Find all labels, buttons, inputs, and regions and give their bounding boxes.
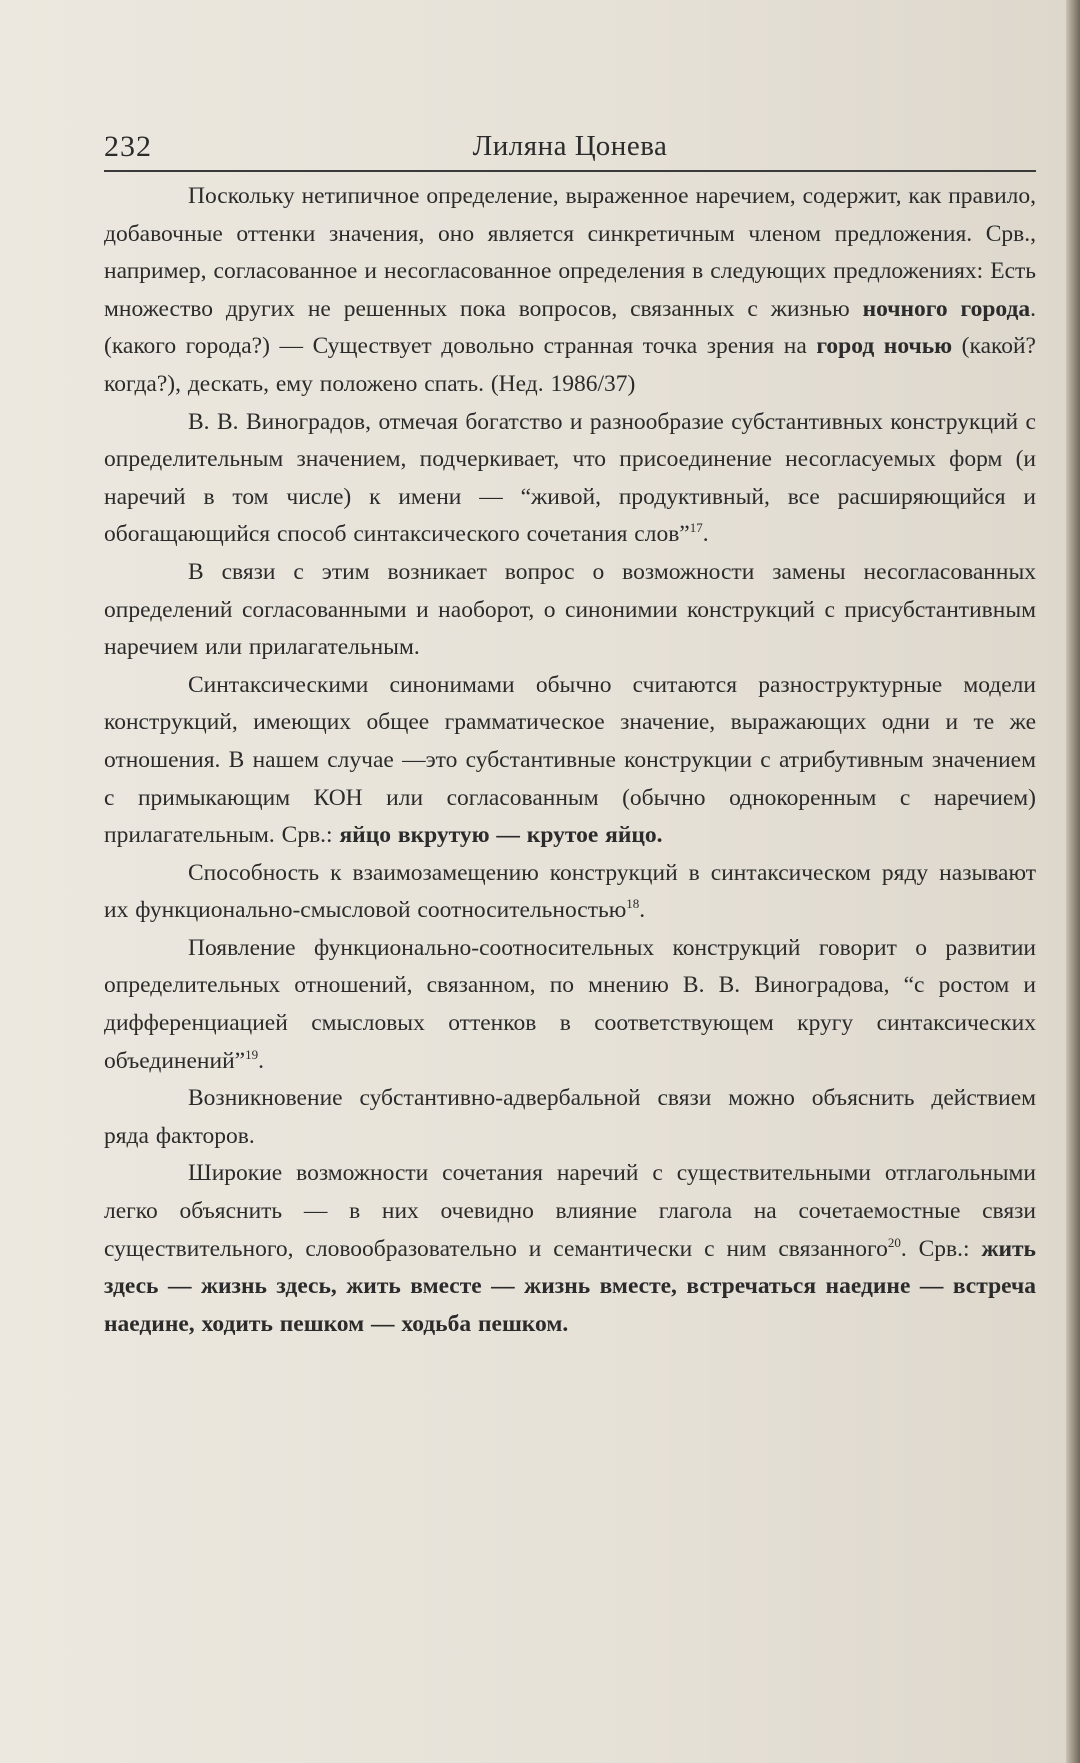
running-head-author: Лиляна Цонева (472, 130, 668, 162)
footnote-ref: 20 (887, 1234, 901, 1250)
text-run: Поскольку нетипичное определение, выраженное наречием, содержит, как правило, добавочные оттенки значения, оно является синкретичным членом предложения. Срв., например, согласованное и несогласованное определения в следующих предложениях: Есть множество других не решенных пока вопросов, связанных с жизнью (104, 183, 1036, 322)
text-run: . Срв.: (900, 1235, 982, 1262)
paragraph-2 (104, 404, 1036, 554)
text-run: . (639, 897, 646, 924)
text-run: . (702, 521, 709, 548)
paragraph-1 (104, 178, 1036, 404)
paragraph-8 (104, 1155, 1036, 1343)
paragraph-7 (104, 1080, 1036, 1155)
text-run: В. В. Виноградов, отмечая богатство и разнообразие субстантивных конструкций с определительным значением, подчеркивает, что присоединение несогласуемых форм (и наречий в том числе) к имени — “живой, продуктивный, все расширяющийся и обогащающийся способ синтаксического сочетания слов” (104, 408, 1036, 548)
paragraph-5 (104, 855, 1036, 930)
paragraph-3 (104, 554, 1036, 667)
bold-example: яйцо вкрутую — крутое яйцо. (339, 822, 663, 849)
bold-example: жить здесь — жизнь здесь, жить вместе — жизнь вместе, встречаться наедине — встреча наедине, ходить пешком — ходьба пешком. (104, 1235, 1036, 1337)
text-run: В связи с этим возникает вопрос о возможности замены несогласованных определений согласованными и наоборот, о синонимии конструкций с присубстантивным наречием или прилагательным. (104, 558, 1036, 661)
footnote-ref: 19 (245, 1046, 259, 1062)
running-head (104, 130, 1036, 172)
paragraph-6 (104, 930, 1036, 1080)
text-run: Появление функционально-соотносительных конструкций говорит о развитии определительных отношений, связанном, по мнению В. В. Виноградова, “с ростом и дифференциацией смысловых оттенков в соответствующем кругу синтаксических объединений” (104, 934, 1036, 1074)
page-edge-shadow (1066, 0, 1080, 1763)
bold-example: город ночью (816, 333, 953, 360)
text-run: . (258, 1047, 264, 1074)
text-run: Способность к взаимозамещению конструкций в синтаксическом ряду называют их функционально-смысловой соотносительностью (104, 859, 1036, 924)
footnote-ref: 18 (626, 896, 640, 912)
text-run: (какой? когда?), дескать, ему положено спать. (Нед. 1986/37) (104, 333, 1036, 397)
text-run: Синтаксическими синонимами обычно считаются разноструктурные модели конструкций, имеющих общее грамматическое значение, выражающих одни и те же отношения. В нашем случае —это субстантивные конструкции с атрибутивным значением с примыкающим КОН или согласованным (обычно однокоренным с наречием) прилагательным. Срв.: (104, 671, 1036, 849)
body-text (104, 178, 1036, 1343)
text-run: Широкие возможности сочетания наречий с существительными отглагольными легко объяснить — в них очевидно влияние глагола на сочетаемостные связи существительного, словообразовательно и семантически с ним связанного (104, 1160, 1036, 1262)
paragraph-4 (104, 667, 1036, 855)
bold-example: ночного города (862, 295, 1031, 322)
text-run: . (какого города?) — Существует довольно странная точка зрения на (104, 295, 1037, 360)
page-number: 232 (104, 130, 152, 163)
footnote-ref: 17 (689, 520, 703, 536)
text-run: Возникновение субстантивно-адвербальной связи можно объяснить действием ряда факторов. (104, 1085, 1036, 1149)
